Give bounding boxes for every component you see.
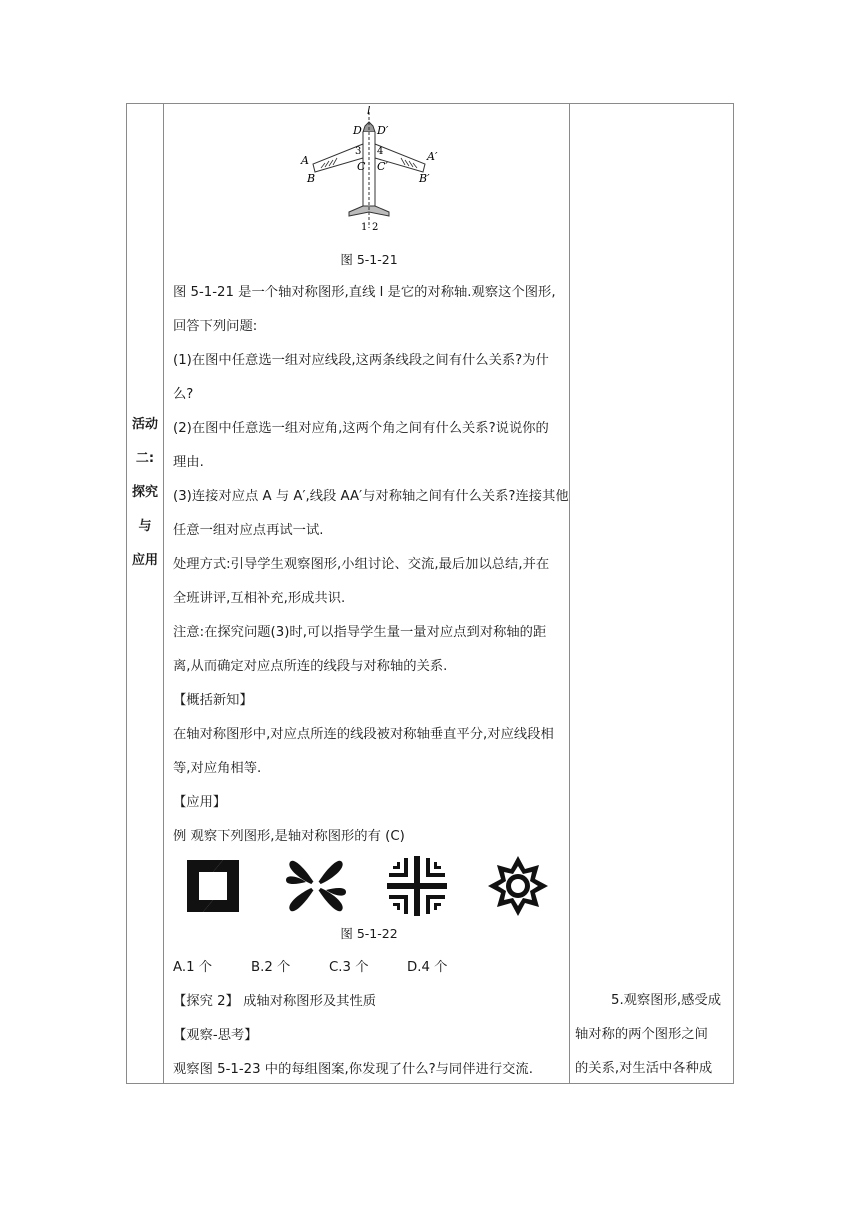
text-line: (3)连接对应点 A 与 A′,线段 AA′与对称轴之间有什么关系?连接其他 [173,489,569,504]
label-1: 1 [361,222,368,233]
text-line: (2)在图中任意选一组对应角,这两个角之间有什么关系?说说你的 [173,421,549,436]
main-content [173,104,569,1083]
activity-label-line: 应用 [131,553,158,568]
text-line: 么? [173,387,194,402]
text-line: 全班讲评,互相补充,形成共识. [173,591,346,606]
section-heading: 【探究 2】 成轴对称图形及其性质 [173,994,377,1009]
text-line: 处理方式:引导学生观察图形,小组讨论、交流,最后加以总结,并在 [173,557,550,572]
option-a: A.1 个 [173,960,213,975]
figure-caption: 图 5-1-21 [340,252,398,267]
text-line: 离,从而确定对应点所连的线段与对称轴的关系. [173,659,448,674]
label-B: B [307,172,316,185]
activity-label-line: 活动 [131,417,158,432]
label-l: l [367,106,371,117]
text-line: 任意一组对应点再试一试. [173,523,324,538]
text-line: 注意:在探究问题(3)时,可以指导学生量一量对应点到对称轴的距 [173,625,547,640]
text-line: 观察图 5-1-23 中的每组图案,你发现了什么?与同伴进行交流. [173,1062,533,1077]
square-swirl-logo-icon [187,860,239,912]
text-line: 等,对应角相等. [173,761,262,776]
label-D-prime: D′ [377,124,389,137]
answer-options [173,959,447,977]
note-line: 轴对称的两个图形之间 [575,1027,708,1042]
activity-label-line: 探究 [131,485,158,500]
text-line: 图 5-1-21 是一个轴对称图形,直线 l 是它的对称轴.观察这个图形, [173,285,556,300]
symmetry-figures [173,852,565,922]
label-A: A [301,154,309,167]
text-line: 回答下列问题: [173,319,258,334]
column-divider-1 [163,104,164,1083]
section-heading: 【观察-思考】 [173,1028,258,1043]
cross-bracket-symbol-icon [387,856,447,916]
note-line: 的关系,对生活中各种成 [575,1061,713,1076]
label-C-prime: C′ [377,160,388,173]
label-4: 4 [377,146,384,157]
option-d: D.4 个 [407,960,448,975]
section-heading: 【应用】 [173,795,227,810]
lesson-table [126,103,734,1084]
option-b: B.2 个 [251,960,291,975]
airplane-figure [291,106,451,236]
column-divider-2 [569,104,570,1083]
text-line: 在轴对称图形中,对应点所连的线段被对称轴垂直平分,对应线段相 [173,727,554,742]
label-3: 3 [355,146,362,157]
label-2: 2 [372,222,379,233]
label-D: D [353,124,362,137]
activity-label-line: 与 [138,519,152,534]
label-A-prime: A′ [427,150,438,163]
text-line: 理由. [173,455,204,470]
activity-label-column [127,104,163,1083]
four-petal-knot-icon [286,861,346,912]
text-line: (1)在图中任意选一组对应线段,这两条线段之间有什么关系?为什 [173,353,549,368]
note-line: 5.观察图形,感受成 [611,993,721,1008]
section-heading: 【概括新知】 [173,693,253,708]
activity-label-line: 二: [135,451,155,466]
figure-caption: 图 5-1-22 [340,926,398,941]
teaching-note [575,984,731,1086]
octagram-flower-icon [488,856,548,916]
option-c: C.3 个 [329,960,369,975]
label-C: C [357,160,366,173]
example-line: 例 观察下列图形,是轴对称图形的有 (C) [173,829,405,844]
label-B-prime: B′ [419,172,430,185]
